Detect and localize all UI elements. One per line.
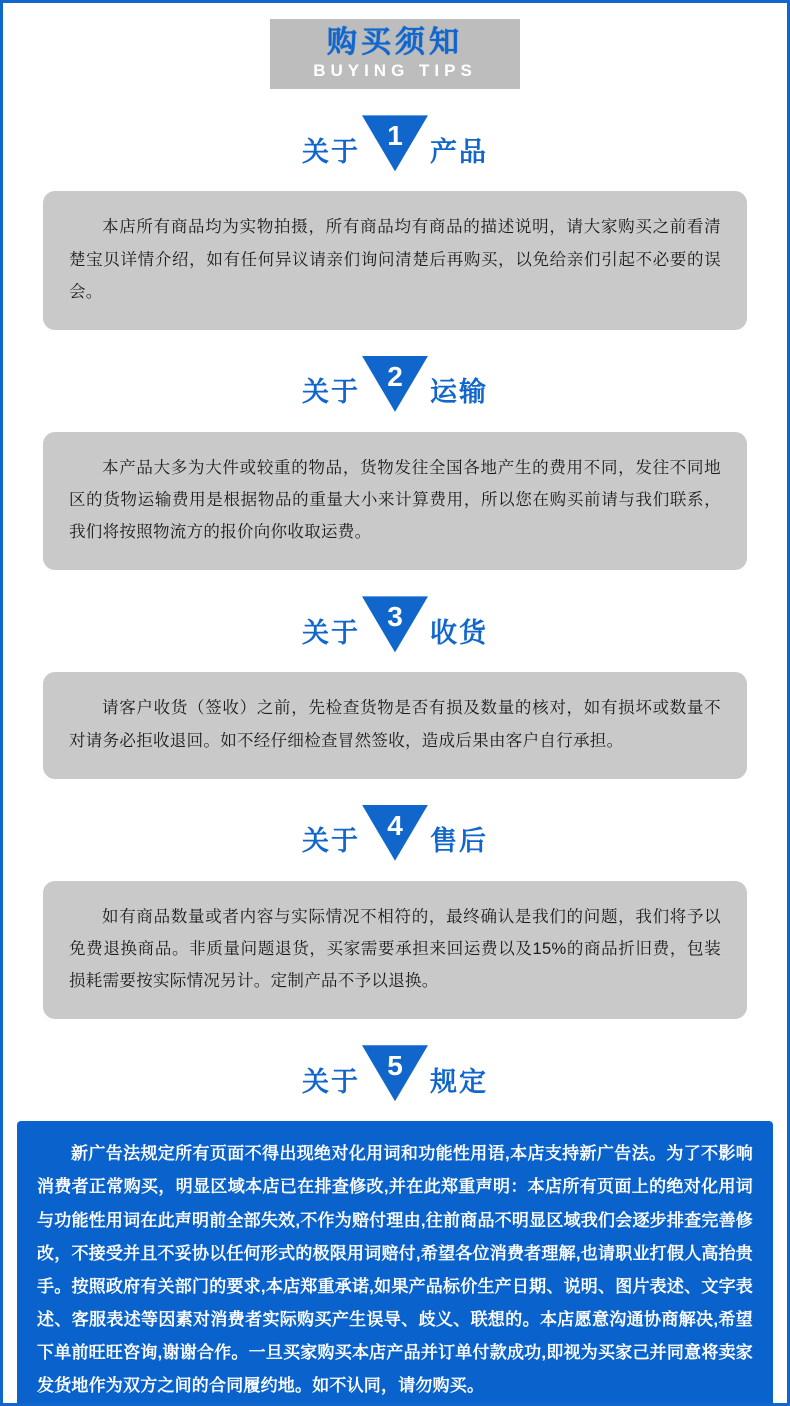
section-body-text-1: 本店所有商品均为实物拍摄，所有商品均有商品的描述说明，请大家购买之前看清楚宝贝详情介绍，如有任何异议请亲们询问清楚后再购买，以免给亲们引起不必要的误会。 <box>69 218 721 301</box>
section-body-text-3: 请客户收货（签收）之前，先检查货物是否有损及数量的核对，如有损坏或数量不对请务必拒收退回。如不经仔细检查冒然签收，造成后果由客户自行承担。 <box>69 699 721 750</box>
section-heading-5 <box>3 1045 787 1107</box>
section-body-text-4: 如有商品数量或者内容与实际情况不相符的，最终确认是我们的问题，我们将予以免费退换商品。非质量问题退货，买家需要承担来回运费以及15%的商品折旧费，包装损耗需要按实际情况另计。定制产品不予以退换。 <box>69 907 721 991</box>
section-suffix-4: 售后 <box>430 826 488 857</box>
section-number-badge-2 <box>362 356 428 418</box>
section-number-1: 1 <box>387 120 403 152</box>
section-prefix-4: 关于 <box>302 826 360 857</box>
section-body-text-2: 本产品大多为大件或较重的物品，货物发往全国各地产生的费用不同，发往不同地区的货物运输费用是根据物品的重量大小来计算费用，所以您在购买前请与我们联系，我们将按照物流方的报价向你收取运费。 <box>69 458 721 542</box>
section-number-badge-5 <box>362 1045 428 1107</box>
section-prefix-1: 关于 <box>302 136 360 167</box>
section-body-text-5: 新广告法规定所有页面不得出现绝对化用词和功能性用语,本店支持新广告法。为了不影响消费者正常购买，明显区域本店已在排查修改,并在此郑重声明：本店所有页面上的绝对化用词与功能性用词在此声明前全部失效,不作为赔付理由,往前商品不明显区域我们会逐步排查完善修改，不接受并且不妥协以任何形式的极限用词赔付,希望各位消费者理解,也请职业打假人高抬贵手。按照政府有关部门的要求,本店郑重承诺,如果产品标价生产日期、说明、图片表述、文字表述、客服表述等因素对消费者实际购买产生误导、歧义、联想的。本店愿意沟通协商解决,希望下单前旺旺咨询,谢谢合作。一旦买家购买本店产品并订单付款成功,即视为买家己并同意将卖家发货地作为双方之间的合同履约地。如不认同，请勿购买。 <box>37 1144 753 1396</box>
section-number-3: 3 <box>387 601 403 633</box>
section-number-2: 2 <box>387 360 403 392</box>
section-number-4: 4 <box>387 809 403 841</box>
section-number-badge-1 <box>362 115 428 177</box>
section-number-5: 5 <box>387 1050 403 1082</box>
section-body-box-3 <box>43 672 747 778</box>
section-suffix-1: 产品 <box>430 136 488 167</box>
section-prefix-5: 关于 <box>302 1066 360 1097</box>
section-body-box-5 <box>17 1121 773 1406</box>
section-suffix-3: 收货 <box>430 617 488 648</box>
section-number-badge-3 <box>362 596 428 658</box>
section-suffix-5: 规定 <box>430 1066 488 1097</box>
page-header <box>3 3 787 89</box>
page-title-cn: 购买须知 <box>327 26 463 59</box>
section-body-box-4 <box>43 881 747 1020</box>
section-heading-4 <box>3 805 787 867</box>
section-heading-2 <box>3 356 787 418</box>
section-prefix-2: 关于 <box>302 377 360 408</box>
section-prefix-3: 关于 <box>302 617 360 648</box>
header-band <box>270 19 520 89</box>
section-suffix-2: 运输 <box>430 377 488 408</box>
section-body-box-2 <box>43 432 747 571</box>
section-heading-3 <box>3 596 787 658</box>
section-heading-1 <box>3 115 787 177</box>
section-body-box-1 <box>43 191 747 330</box>
page-title-en: BUYING TIPS <box>313 61 477 80</box>
section-number-badge-4 <box>362 805 428 867</box>
